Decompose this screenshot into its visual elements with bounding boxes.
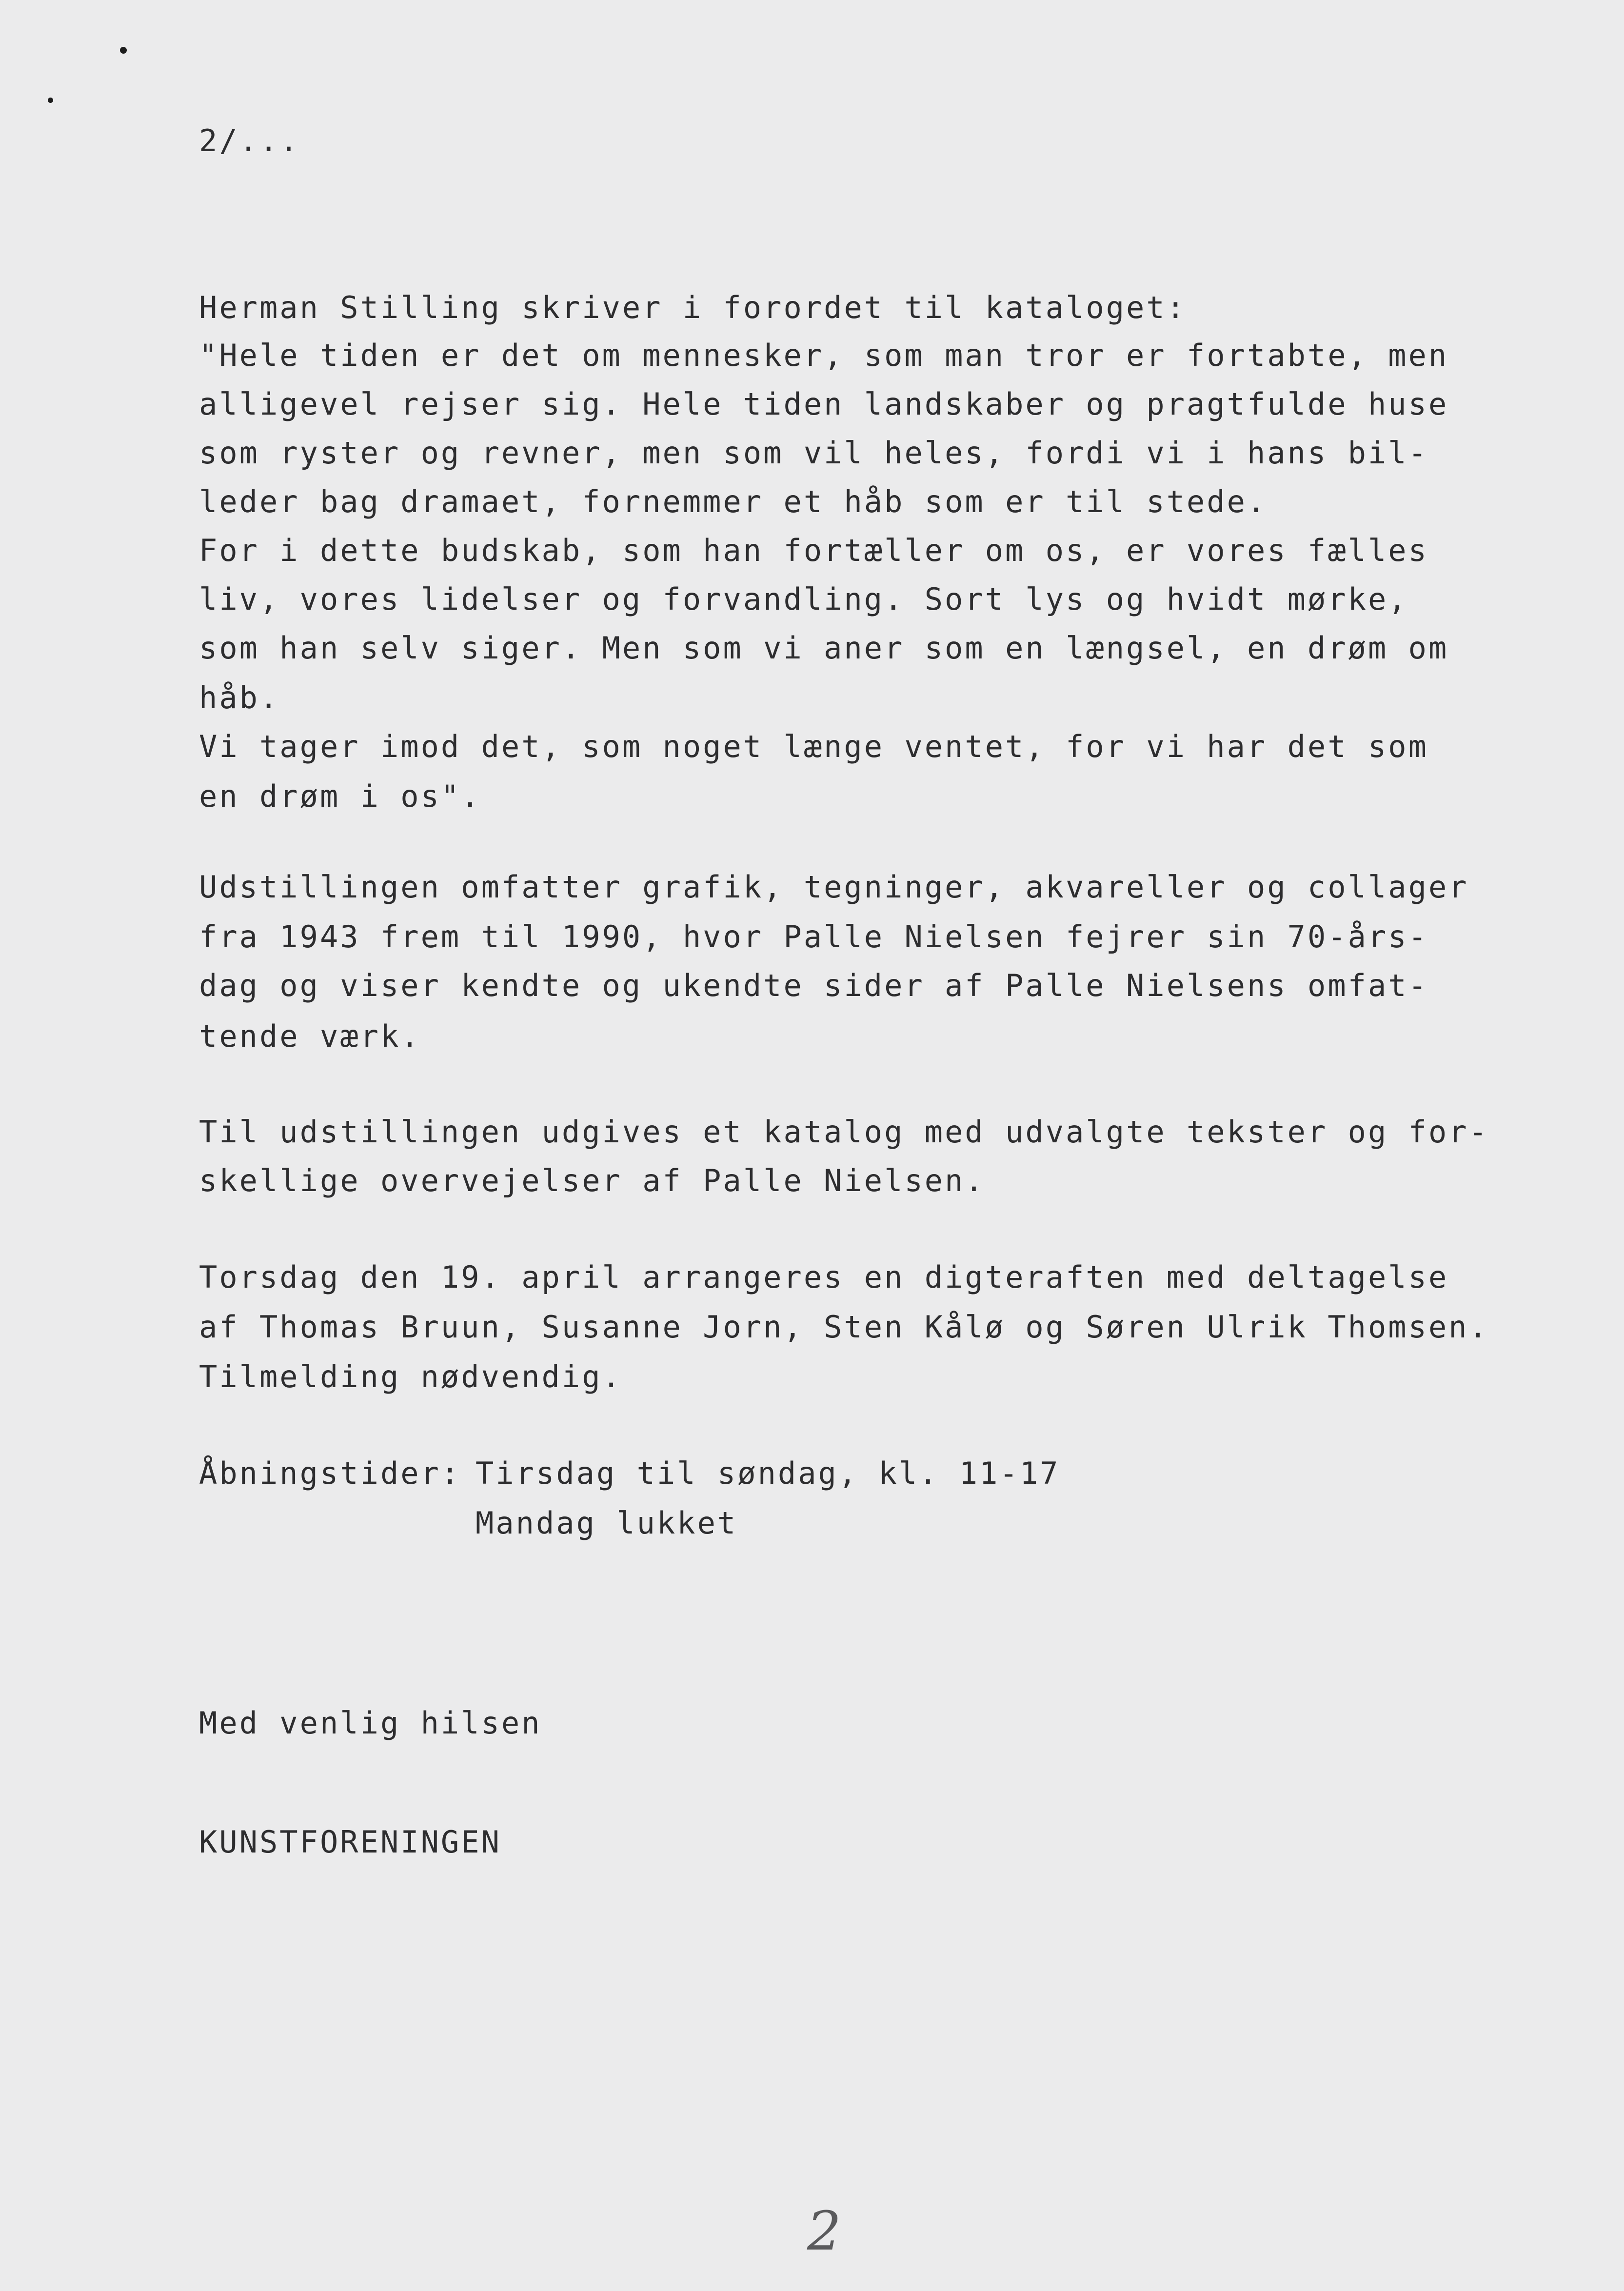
quote-line: som ryster og revner, men som vil heles, fordi vi i hans bil- [199,435,1428,471]
quote-line: liv, vores lidelser og forvandling. Sort lys og hvidt mørke, [199,581,1408,617]
quote-line: en drøm i os". [199,778,481,814]
signature-line: KUNSTFORENINGEN [199,1824,501,1860]
hours-label: Åbningstider: [199,1455,461,1491]
quote-line: alligevel rejser sig. Hele tiden landskaber og pragtfulde huse [199,386,1449,422]
hours-line-1: Tirsdag til søndag, kl. 11-17 [475,1455,1060,1491]
quote-line: leder bag dramaet, fornemmer et håb som er til stede. [199,484,1268,519]
exhibition-line: tende værk. [199,1018,421,1054]
catalog-line: skellige overvejelser af Palle Nielsen. [199,1163,985,1198]
event-line: Tilmelding nødvendig. [199,1359,622,1395]
quote-line: håb. [199,680,280,716]
hours-line-2: Mandag lukket [475,1505,738,1541]
handwritten-page-number: 2 [807,2200,841,2262]
exhibition-line: dag og viser kendte og ukendte sider af Palle Nielsens omfat- [199,968,1428,1003]
paper-speck [120,47,127,54]
event-line: af Thomas Bruun, Susanne Jorn, Sten Kålø og Søren Ulrik Thomsen. [199,1309,1489,1345]
paper-speck [48,98,53,103]
exhibition-line: fra 1943 frem til 1990, hvor Palle Nielsen fejrer sin 70-års- [199,919,1428,955]
quote-line: Vi tager imod det, som noget længe ventet, for vi har det som [199,729,1428,764]
page-marker: 2/... [199,123,300,159]
intro-line: Herman Stilling skriver i forordet til kataloget: [199,290,1187,325]
event-line: Torsdag den 19. april arrangeres en digteraften med deltagelse [199,1259,1449,1295]
catalog-line: Til udstillingen udgives et katalog med udvalgte tekster og for- [199,1114,1489,1150]
quote-line: som han selv siger. Men som vi aner som en længsel, en drøm om [199,630,1449,666]
quote-line: For i dette budskab, som han fortæller om os, er vores fælles [199,533,1428,568]
exhibition-line: Udstillingen omfatter grafik, tegninger, akvareller og collager [199,869,1469,905]
quote-line: "Hele tiden er det om mennesker, som man tror er fortabte, men [199,338,1449,373]
closing-line: Med venlig hilsen [199,1705,542,1741]
